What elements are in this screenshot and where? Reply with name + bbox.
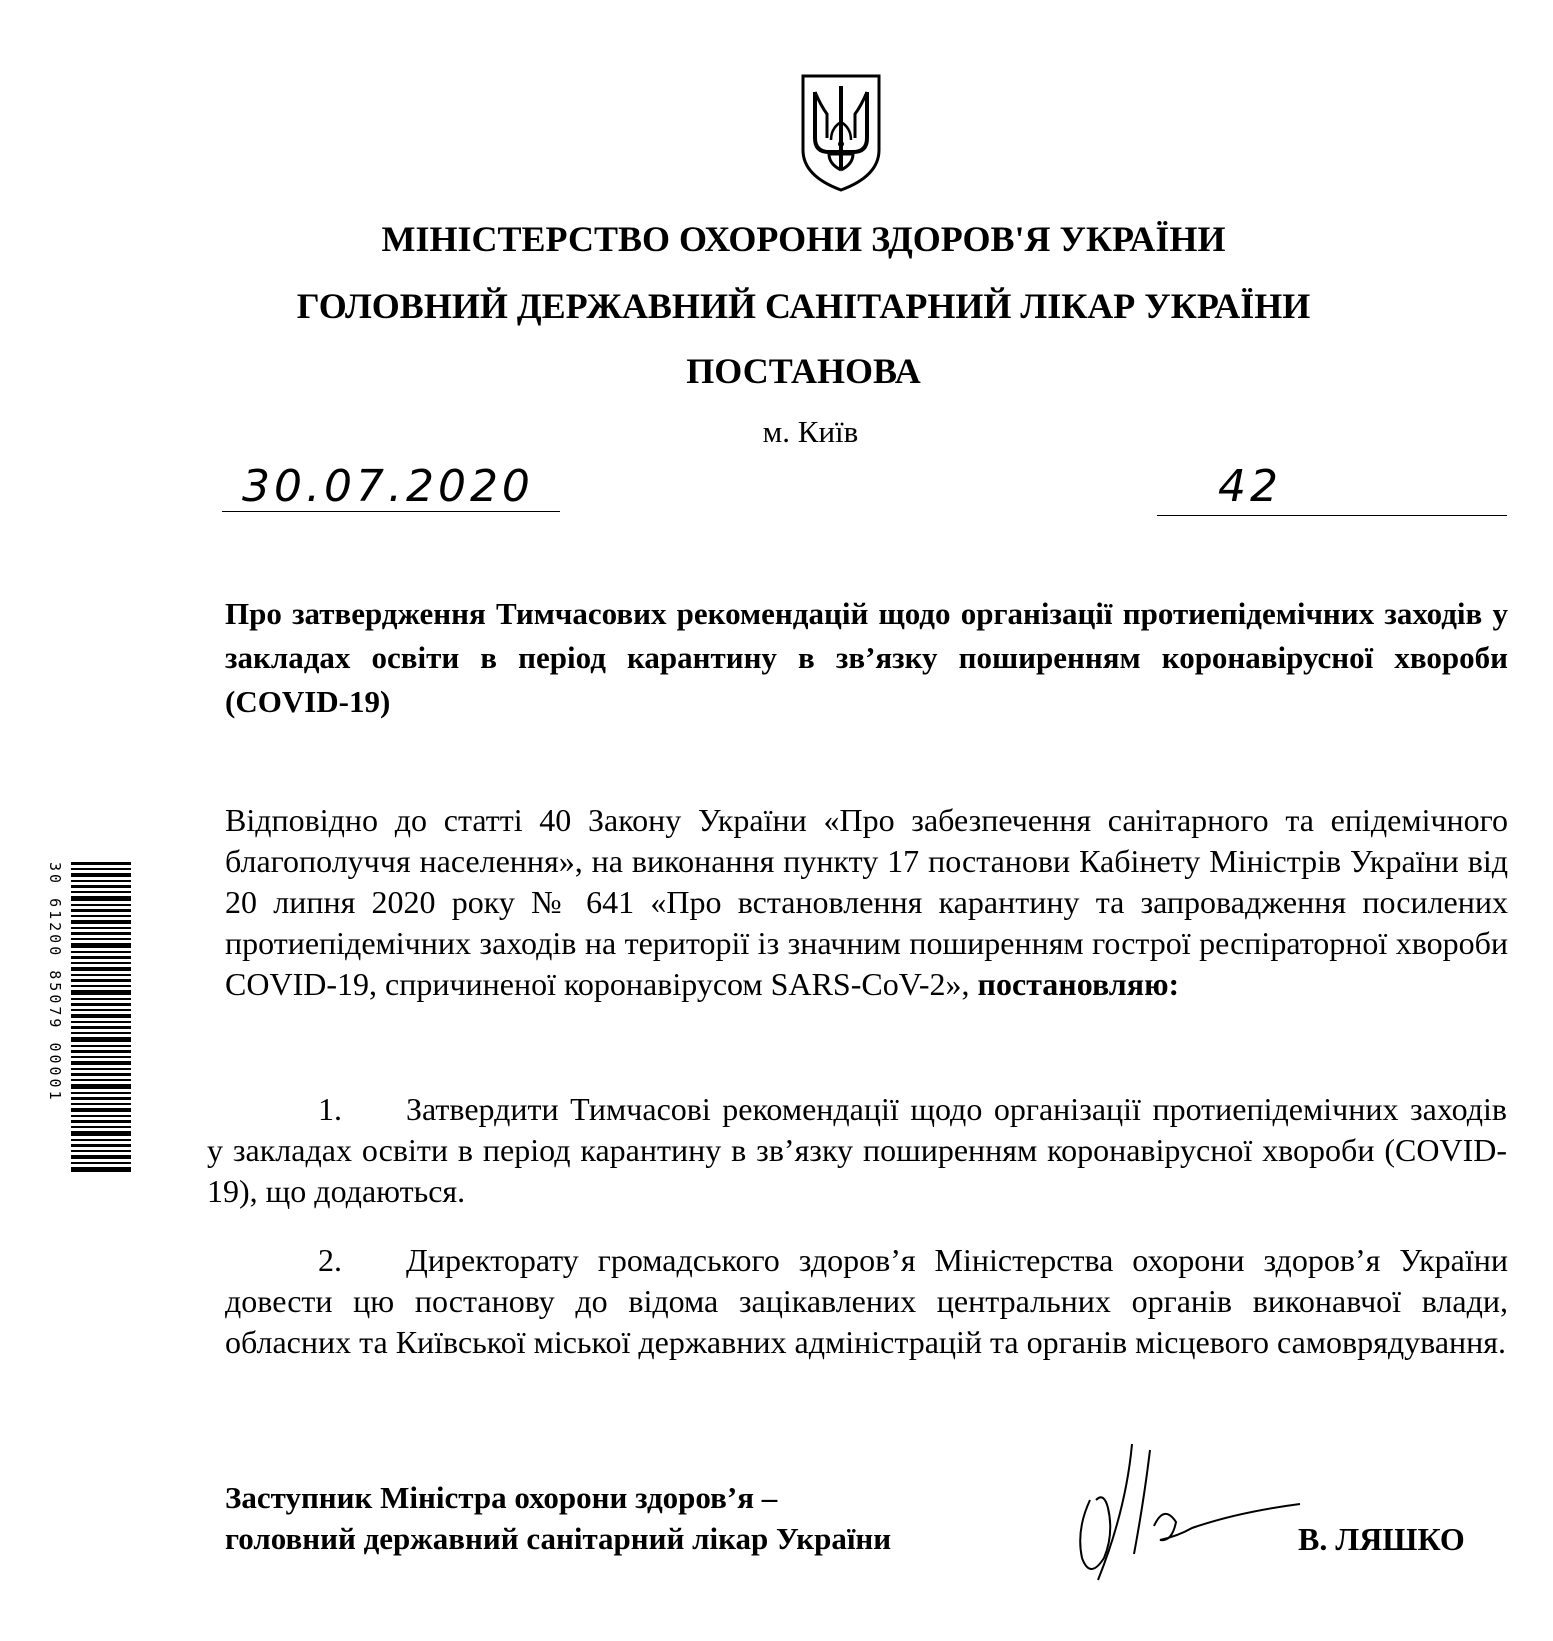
- decree-item-1: 1. Затвердити Тимчасові рекомендації щодо організації протиепідемічних заходів у закладах освіти в період карантину в зв’язку поширенням коронавірусної хвороби (COVID-19), що додаються.: [207, 1091, 1507, 1209]
- document-type-title: ПОСТАНОВА: [686, 351, 921, 391]
- date-underline: [222, 511, 560, 512]
- signatory-title-line-2: головний державний санітарний лікар України: [225, 1521, 892, 1556]
- signatory-name: В. ЛЯШКО: [1298, 1521, 1465, 1557]
- barcode-number: 30 61200 85079 00001: [46, 862, 64, 1103]
- decree-item-2: 2. Директорату громадського здоров’я Міністерства охорони здоров’я України довести цю постанову до відома зацікавлених центральних органів виконавчої влади, обласних та Київської міської державних адміністрацій та органів місцевого самоврядування.: [225, 1242, 1508, 1360]
- city-label: м. Київ: [762, 414, 859, 449]
- preamble-paragraph: [225, 800, 1508, 1005]
- document-date: 30.07.2020: [242, 461, 534, 512]
- number-underline: [1157, 515, 1507, 516]
- chief-sanitary-doctor-title: ГОЛОВНИЙ ДЕРЖАВНИЙ САНІТАРНИЙ ЛІКАР УКРАЇНИ: [296, 286, 1311, 326]
- document-subject: Про затвердження Тимчасових рекомендацій щодо організації протиепідемічних заходів у закладах освіти в період карантину в зв’язку поширенням коронавірусної хвороби (COVID-19): [225, 596, 1508, 719]
- handwritten-signature: [1068, 1430, 1358, 1590]
- document-number: 42: [1218, 461, 1282, 512]
- ministry-title: МІНІСТЕРСТВО ОХОРОНИ ЗДОРОВ'Я УКРАЇНИ: [381, 219, 1226, 259]
- decision-word: постановляю:: [977, 966, 1180, 1002]
- trident-coat-of-arms-icon: [799, 72, 883, 192]
- preamble-text: Відповідно до статті 40 Закону України «Про забезпечення санітарного та епідемічного благополуччя населення», на виконання пункту 17 постанови Кабінету Міністрів України від 20 липня 2020 року № 641 «Про встановлення карантину та запровадження посилених протиепідемічних заходів на території із значним поширенням гострої респіраторної хвороби COVID-19, спричиненої коронавірусом SARS-CoV-2»,: [225, 802, 1508, 1002]
- signatory-title-line-1: Заступник Міністра охорони здоров’я –: [225, 1480, 778, 1515]
